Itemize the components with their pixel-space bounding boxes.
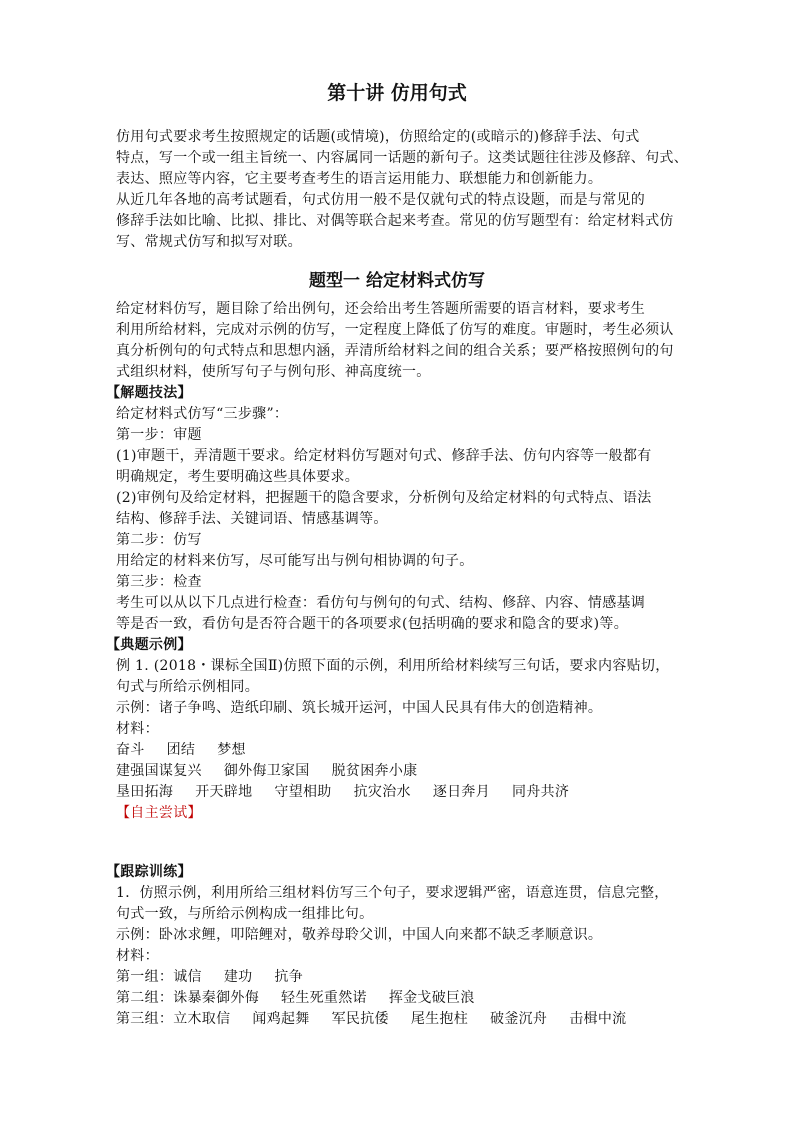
material-word: 诚信 [173, 969, 202, 985]
material-word: 抗灾治水 [353, 784, 411, 800]
material-word: 脱贫困奔小康 [331, 763, 418, 779]
material-word: 立木取信 [173, 1011, 231, 1027]
material-word: 军民抗倭 [331, 1011, 389, 1027]
example-question-line: 句式与所给示例相同。 [116, 679, 259, 695]
training-sample: 示例：卧冰求鲤，叩陪鲤对，敬养母聆父训，中国人向来都不缺乏孝顺意识。 [116, 927, 603, 943]
section-title: 题型一 给定材料式仿写 [309, 271, 485, 291]
material-word: 垦田拓海 [116, 784, 174, 800]
material-word: 御外侮卫家国 [223, 763, 310, 779]
method-line: (2)审例句及给定材料，把握题干的隐含要求，分析例句及给定材料的句式特点、语法 [116, 490, 652, 506]
page-title: 第十讲 仿用句式 [327, 82, 467, 104]
group-label: 第三组： [116, 1011, 174, 1027]
material-word: 守望相助 [274, 784, 332, 800]
training-heading: 【跟踪训练】 [106, 864, 192, 880]
material-word: 挥金戈破巨浪 [388, 990, 475, 1006]
group-label: 第一组： [116, 969, 174, 985]
section-intro-line: 真分析例句的句式特点和思想内涵，弄清所给材料之间的组合关系；要严格按照例句的句 [116, 343, 674, 359]
material-row [116, 782, 591, 802]
material-group [116, 988, 497, 1008]
section-intro-line: 利用所给材料，完成对示例的仿写，一定程度上降低了仿写的难度。审题时，考生必须认 [116, 322, 674, 338]
material-word: 诛暴秦御外侮 [173, 990, 260, 1006]
material-group [116, 1009, 648, 1029]
material-word: 轻生死重然诺 [281, 990, 367, 1006]
material-word: 同舟共济 [512, 784, 570, 800]
section-intro-line: 式组织材料，使所写句子与例句形、神高度统一。 [116, 364, 431, 380]
material-word: 闻鸡起舞 [252, 1011, 310, 1027]
example-sample: 示例：诸子争鸣、造纸印刷、筑长城开运河，中国人民具有伟大的创造精神。 [116, 700, 603, 716]
self-try-label: 【自主尝试】 [116, 805, 202, 821]
material-word: 开天辟地 [195, 784, 253, 800]
material-row [116, 761, 439, 781]
method-line: 第一步：审题 [116, 427, 202, 443]
intro-line: 仿用句式要求考生按照规定的话题(或情境)，仿照给定的(或暗示的)修辞手法、句式 [116, 129, 640, 145]
example-material-label: 材料： [116, 721, 159, 737]
material-word: 团结 [166, 742, 196, 758]
method-line: 考生可以从以下几点进行检查：看仿句与例句的句式、结构、修辞、内容、情感基调 [116, 595, 646, 611]
method-line: 结构、修辞手法、关键词语、情感基调等。 [116, 511, 388, 527]
training-question-line: 1．仿照示例，利用所给三组材料仿写三个句子，要求逻辑严密，语意连贯，信息完整， [116, 885, 669, 901]
group-label: 第二组： [116, 990, 174, 1006]
material-word: 尾生抱柱 [410, 1011, 469, 1027]
material-word: 建强国谋复兴 [116, 763, 202, 779]
method-line: 第三步：检查 [116, 574, 202, 590]
intro-line: 特点，写一个或一组主旨统一、内容属同一话题的新句子。这类试题往往涉及修辞、句式、 [116, 150, 688, 166]
method-line: 等是否一致，看仿句是否符合题干的各项要求(包括明确的要求和隐含的要求)等。 [116, 616, 629, 632]
example-heading: 【典题示例】 [106, 637, 192, 653]
material-group [116, 967, 325, 987]
training-material-label: 材料： [116, 948, 159, 964]
method-line: 用给定的材料来仿写，尽可能写出与例句相协调的句子。 [116, 553, 474, 569]
material-word: 击楫中流 [569, 1011, 627, 1027]
material-word: 建功 [223, 969, 253, 985]
training-question-line: 句式一致，与所给示例构成一组排比句。 [116, 906, 374, 922]
method-line: 第二步：仿写 [116, 532, 202, 548]
method-line: 明确规定，考生要明确这些具体要求。 [116, 469, 360, 485]
section-intro-line: 给定材料仿写，题目除了给出例句，还会给出考生答题所需要的语言材料，要求考生 [116, 301, 646, 317]
material-word: 破釜沉舟 [490, 1011, 548, 1027]
method-line: (1)审题干，弄清题干要求。给定材料仿写题对句式、修辞手法、仿句内容等一般都有 [116, 448, 652, 464]
method-heading: 【解题技法】 [106, 385, 192, 401]
material-word: 逐日奔月 [432, 784, 491, 800]
material-word: 奋斗 [116, 742, 145, 758]
intro-line: 写、常规式仿写和拟写对联。 [116, 234, 302, 250]
material-word: 抗争 [274, 969, 304, 985]
example-question-line: 例 1. (2018・课标全国Ⅱ)仿照下面的示例，利用所给材料续写三句话，要求内容贴切， [116, 658, 670, 674]
material-word: 梦想 [217, 742, 246, 758]
intro-line: 修辞手法如比喻、比拟、排比、对偶等联合起来考查。常见的仿写题型有：给定材料式仿 [116, 213, 674, 229]
intro-line: 从近几年各地的高考试题看，句式仿用一般不是仅就句式的特点设题，而是与常见的 [116, 192, 646, 208]
intro-line: 表达、照应等内容，它主要考查考生的语言运用能力、联想能力和创新能力。 [116, 171, 603, 187]
material-row [116, 740, 268, 760]
method-line: 给定材料式仿写“三步骤”： [116, 406, 289, 422]
